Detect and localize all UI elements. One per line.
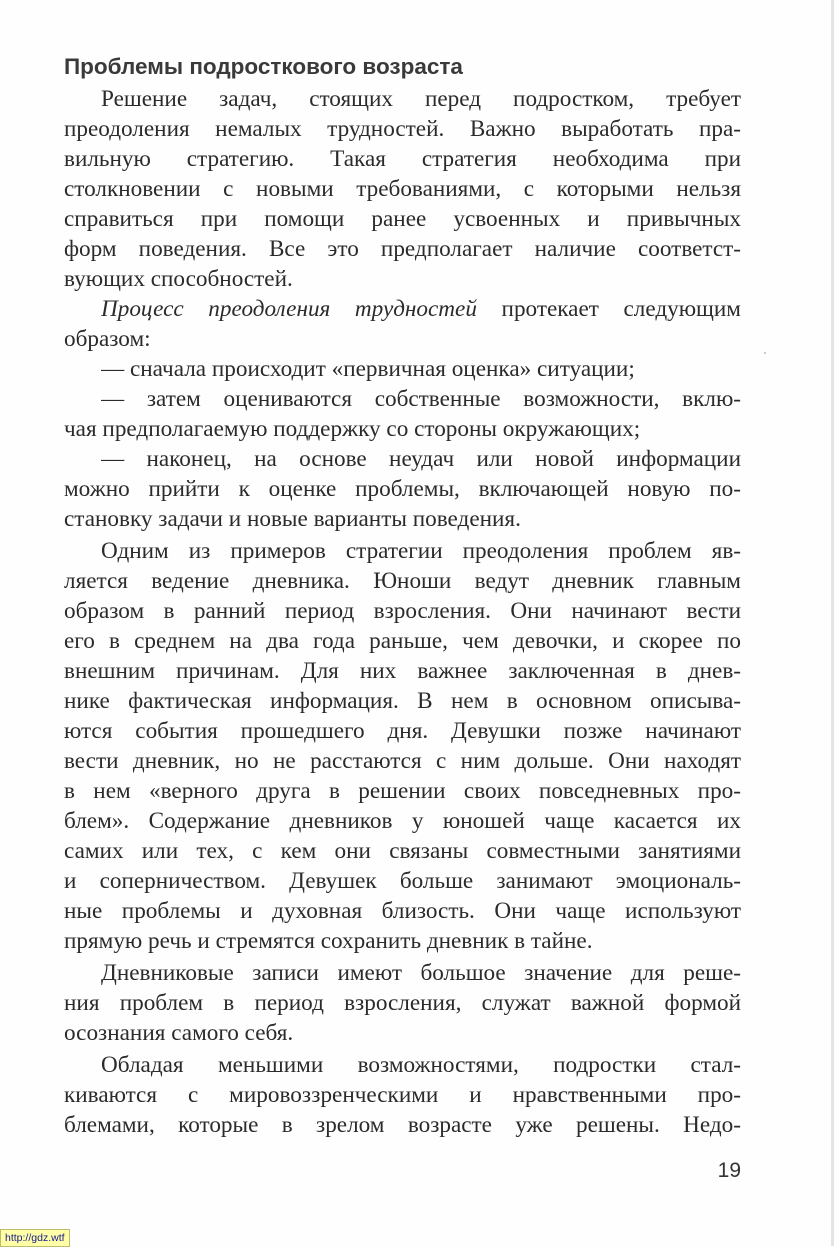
text-line: ются события прошедшего дня. Девушки позже начинают <box>64 718 741 744</box>
text-line: можно прийти к оценке проблемы, включающей новую по- <box>64 476 741 502</box>
list-item: — сначала происходит «первичная оценка» ситуации; <box>101 356 635 382</box>
text-line: Решение задач, стоящих перед подростком, требует <box>101 86 741 112</box>
text-line: самих или тех, с кем они связаны совместными занятиями <box>64 838 741 864</box>
text-line <box>101 294 741 324</box>
text-line: образом в ранний период взросления. Они начинают вести <box>64 598 741 624</box>
source-watermark-link[interactable]: http://gdz.wtf <box>0 1229 70 1247</box>
text-line: преодоления немалых трудностей. Важно выработать пра- <box>64 116 741 142</box>
text-line: ния проблем в период взросления, служат важной формой <box>64 990 741 1016</box>
text-line: блем». Содержание дневников у юношей чаще касается их <box>64 808 741 834</box>
text-line: вильную стратегию. Такая стратегия необходима при <box>64 146 741 172</box>
text-line: Дневниковые записи имеют большое значение для реше- <box>101 960 741 986</box>
text-line: Одним из примеров стратегии преодоления проблем яв- <box>101 538 741 564</box>
text-line: вести дневник, но не расстаются с ним дольше. Они находят <box>64 748 741 774</box>
text-line: и соперничеством. Девушек больше занимают эмоциональ- <box>64 868 741 894</box>
italic-term: Процесс преодоления трудностей <box>101 296 477 322</box>
text-line: прямую речь и стремятся сохранить дневник в тайне. <box>64 928 593 954</box>
text-line: ные проблемы и духовная близость. Они чаще используют <box>64 898 741 924</box>
page-number: 19 <box>717 1159 741 1182</box>
text-line: столкновении с новыми требованиями, с которыми нельзя <box>64 176 741 202</box>
text-line: в нем «верного друга в решении своих повседневных про- <box>64 778 741 804</box>
text-line: осознания самого себя. <box>64 1020 294 1046</box>
text-line: образом: <box>64 326 151 352</box>
section-heading: Проблемы подросткового возраста <box>64 54 463 79</box>
text-line: блемами, которые в зрелом возрасте уже решены. Недо- <box>64 1112 741 1138</box>
text-line: форм поведения. Все это предполагает наличие соответст- <box>64 236 741 262</box>
text-line: становку задачи и новые варианты поведения. <box>64 506 521 532</box>
text-line: внешним причинам. Для них важнее заключенная в днев- <box>64 658 741 684</box>
text-line: чая предполагаемую поддержку со стороны окружающих; <box>64 416 641 442</box>
scan-speck <box>764 352 766 354</box>
text-line: его в среднем на два года раньше, чем девочки, и скорее по <box>64 628 741 654</box>
list-item: — наконец, на основе неудач или новой информации <box>101 446 741 472</box>
text-line: Обладая меньшими возможностями, подростки стал- <box>101 1052 741 1078</box>
text-line: вующих способностей. <box>64 266 293 292</box>
text-line: нике фактическая информация. В нем в основном описыва- <box>64 688 741 714</box>
text-line: ляется ведение дневника. Юноши ведут дневник главным <box>64 568 741 594</box>
text-line: киваются с мировоззренческими и нравственными про- <box>64 1082 741 1108</box>
text-span: протекает следующим <box>476 296 741 322</box>
text-line: справиться при помощи ранее усвоенных и привычных <box>64 206 741 232</box>
list-item: — затем оцениваются собственные возможности, вклю- <box>101 386 741 412</box>
